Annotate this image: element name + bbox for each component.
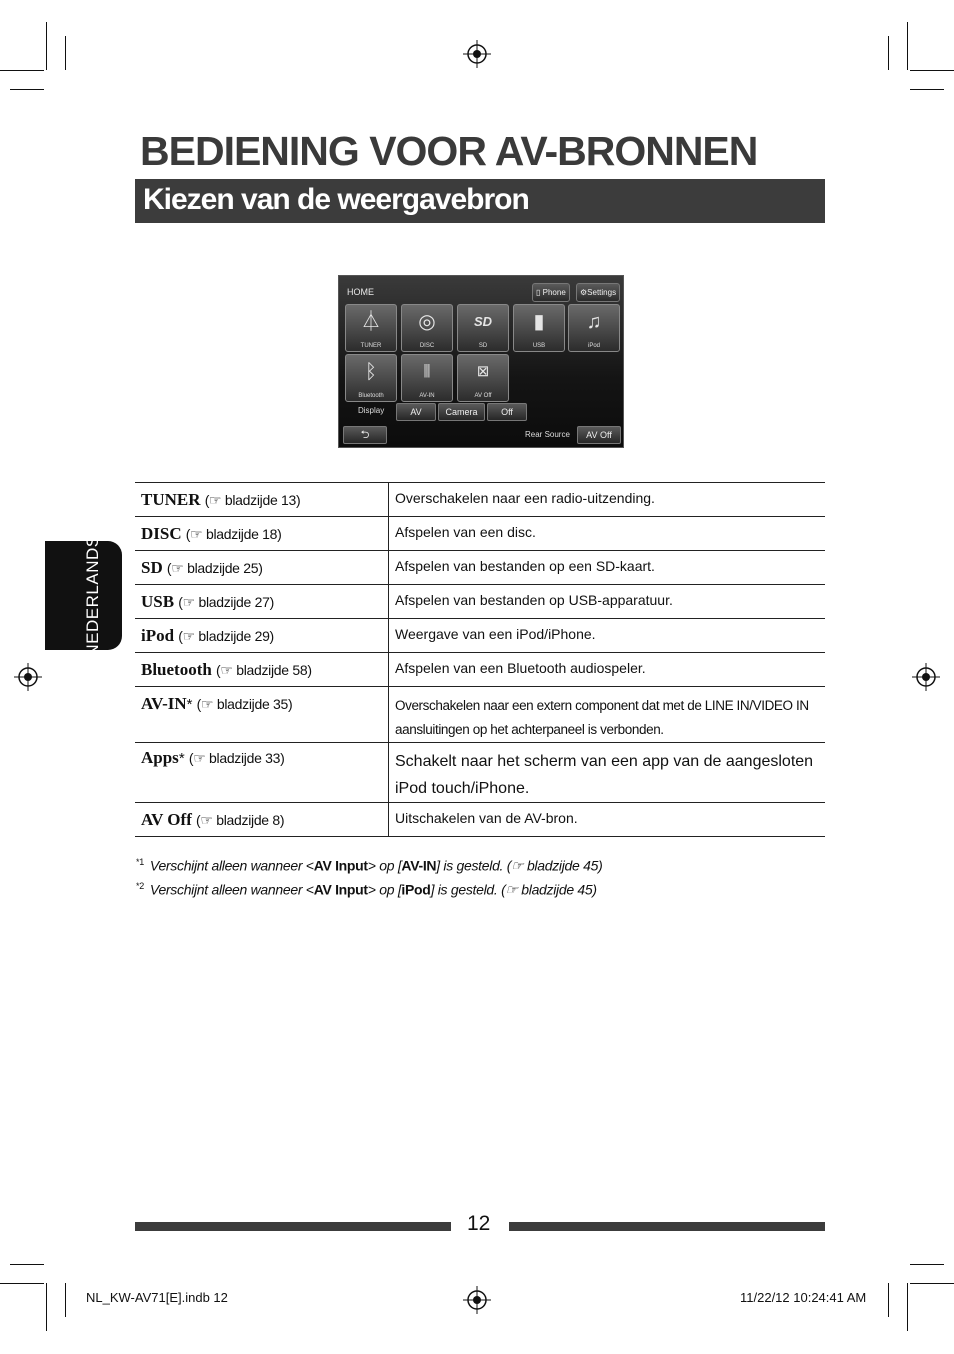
- tile-ipod[interactable]: [568, 304, 620, 352]
- section-header: [135, 179, 825, 223]
- tile-bluetooth[interactable]: [345, 354, 397, 402]
- footnote-text: > op [: [367, 881, 402, 898]
- crop-mark: [0, 1283, 44, 1284]
- page-ref: (☞ bladzijde 35): [196, 696, 293, 712]
- bluetooth-icon: ᛒ: [365, 361, 377, 383]
- registration-mark-icon: [912, 663, 940, 691]
- source-cell: [135, 483, 389, 517]
- source-cell: [135, 687, 389, 743]
- table-row: [135, 743, 825, 803]
- source-name: TUNER: [141, 490, 201, 509]
- language-tab: [45, 535, 122, 657]
- tile-label: USB: [532, 343, 546, 349]
- table-row: [135, 517, 825, 551]
- source-cell: [135, 803, 389, 837]
- tile-usb[interactable]: [513, 304, 565, 352]
- page-ref: (☞ bladzijde 58): [216, 662, 312, 678]
- source-description: Afspelen van een Bluetooth audiospeler.: [389, 653, 826, 687]
- page-ref: (☞ bladzijde 13): [204, 492, 301, 508]
- av-off-icon: ⊠: [476, 363, 490, 380]
- source-cell: [135, 517, 389, 551]
- page-ref: (☞ bladzijde 18): [185, 526, 282, 542]
- footnote-bold: AV Input: [313, 857, 368, 874]
- footnote-bold: AV-IN: [401, 857, 437, 874]
- rear-source-button[interactable]: AV Off: [577, 426, 621, 444]
- page-ref: (☞ bladzijde 33): [188, 750, 285, 766]
- source-name: AV-IN: [141, 694, 187, 713]
- sd-icon: SD: [473, 314, 493, 329]
- tile-label: AV Off: [474, 393, 492, 399]
- tile-av-in[interactable]: [401, 354, 453, 402]
- footnote-text: Verschijnt alleen wanneer <: [149, 881, 314, 898]
- back-button[interactable]: [343, 426, 387, 444]
- tile-sd[interactable]: [457, 304, 509, 352]
- page-number: 12: [467, 1212, 491, 1235]
- table-row: [135, 483, 825, 517]
- source-cell: [135, 743, 389, 803]
- source-name: USB: [141, 592, 175, 611]
- crop-mark: [0, 70, 44, 71]
- display-av-button[interactable]: AV: [396, 403, 436, 421]
- source-cell: [135, 551, 389, 585]
- source-description: Afspelen van een disc.: [389, 517, 826, 551]
- settings-button[interactable]: [576, 283, 620, 302]
- footnote-mark: *2: [136, 881, 144, 891]
- source-description: Uitschakelen van de AV-bron.: [389, 803, 826, 837]
- av-in-icon: ⫼: [423, 363, 431, 380]
- crop-mark: [910, 70, 954, 71]
- crop-mark: [907, 22, 908, 70]
- tile-label: DISC: [419, 343, 435, 349]
- source-name: SD: [141, 558, 163, 577]
- registration-mark-icon: [463, 40, 491, 68]
- phone-icon: ▯: [536, 288, 541, 297]
- source-description: Overschakelen naar een extern component dat met de LINE IN/VIDEO IN aansluitingen op het achterpaneel is verbonden.: [389, 687, 826, 743]
- table-row: [135, 803, 825, 837]
- footnote-bold: iPod: [401, 881, 431, 898]
- source-description: Afspelen van bestanden op een SD-kaart.: [389, 551, 826, 585]
- footnote-text: ] is gesteld. (☞ bladzijde 45): [430, 881, 597, 898]
- usb-icon: ▮: [533, 311, 545, 333]
- crop-mark: [910, 1283, 954, 1284]
- table-row: [135, 619, 825, 653]
- crop-mark: [910, 1264, 944, 1265]
- settings-button-label: Settings: [587, 288, 617, 297]
- footnote: [136, 857, 602, 875]
- phone-button-label: Phone: [542, 288, 566, 297]
- language-tab-label: NEDERLANDS: [83, 535, 102, 657]
- registration-mark-icon: [14, 663, 42, 691]
- tile-label: TUNER: [360, 343, 382, 349]
- footnote-text: ] is gesteld. (☞ bladzijde 45): [436, 857, 603, 874]
- source-table: [135, 482, 825, 837]
- source-description: Afspelen van bestanden op USB-apparatuur.: [389, 585, 826, 619]
- crop-mark: [888, 1283, 889, 1317]
- page-ref: (☞ bladzijde 29): [178, 628, 274, 644]
- source-name: AV Off: [141, 810, 192, 829]
- tile-label: iPod: [587, 343, 600, 349]
- crop-mark: [10, 89, 44, 90]
- page-ref: (☞ bladzijde 8): [196, 812, 285, 828]
- rear-source-label: Rear Source: [525, 430, 570, 439]
- crop-mark: [46, 22, 47, 70]
- page-ref: (☞ bladzijde 25): [166, 560, 263, 576]
- source-cell: [135, 619, 389, 653]
- disc-icon: ◎: [418, 311, 436, 333]
- crop-mark: [910, 89, 944, 90]
- tile-av-off[interactable]: [457, 354, 509, 402]
- date-slug: 11/22/12 10:24:41 AM: [740, 1290, 867, 1305]
- table-row: [135, 585, 825, 619]
- crop-mark: [65, 1283, 66, 1317]
- footnote-text: Verschijnt alleen wanneer <: [149, 857, 314, 874]
- source-name: Bluetooth: [141, 660, 212, 679]
- file-slug: NL_KW-AV71[E].indb 12: [86, 1290, 228, 1305]
- crop-mark: [10, 1264, 44, 1265]
- source-description: Overschakelen naar een radio-uitzending.: [389, 483, 826, 517]
- crop-mark: [888, 36, 889, 70]
- table-row: [135, 653, 825, 687]
- gear-icon: ⚙: [580, 288, 588, 297]
- crop-mark: [46, 1283, 47, 1331]
- tuner-icon: ⏃: [361, 311, 381, 333]
- footnote-mark: *1: [136, 857, 144, 867]
- home-screen-illustration: [338, 275, 624, 448]
- page-title: BEDIENING VOOR AV-BRONNEN: [140, 128, 758, 174]
- footnote-mark: *: [178, 750, 185, 767]
- display-camera-button[interactable]: Camera: [438, 403, 485, 421]
- page-ref: (☞ bladzijde 27): [178, 594, 274, 610]
- source-name: iPod: [141, 626, 175, 645]
- section-title: Kiezen van de weergavebron: [143, 183, 529, 216]
- footer-rule: [135, 1222, 451, 1231]
- table-row: [135, 551, 825, 585]
- tile-disc[interactable]: [401, 304, 453, 352]
- footnote-text: > op [: [367, 857, 402, 874]
- tile-label: SD: [478, 343, 488, 349]
- tile-label: Bluetooth: [358, 393, 384, 399]
- tile-tuner[interactable]: [345, 304, 397, 352]
- footnote: [136, 881, 597, 899]
- screen-home-label: HOME: [347, 287, 374, 297]
- crop-mark: [65, 36, 66, 70]
- display-label: Display: [358, 406, 385, 415]
- display-off-button[interactable]: Off: [487, 403, 527, 421]
- source-cell: [135, 653, 389, 687]
- table-row: [135, 687, 825, 743]
- registration-mark-icon: [463, 1286, 491, 1314]
- footnote-bold: AV Input: [313, 881, 368, 898]
- footnote-mark: *: [186, 696, 193, 713]
- tile-label: AV-IN: [419, 393, 435, 399]
- source-description: Weergave van een iPod/iPhone.: [389, 619, 826, 653]
- source-name: DISC: [141, 524, 182, 543]
- footer-rule: [509, 1222, 825, 1231]
- back-arrow-icon: ⮌: [360, 429, 370, 441]
- source-description: Schakelt naar het scherm van een app van de aangesloten iPod touch/iPhone.: [389, 743, 826, 803]
- phone-button[interactable]: [532, 283, 570, 302]
- crop-mark: [907, 1283, 908, 1331]
- ipod-icon: ♫: [586, 311, 602, 333]
- source-name: Apps: [141, 748, 179, 767]
- source-cell: [135, 585, 389, 619]
